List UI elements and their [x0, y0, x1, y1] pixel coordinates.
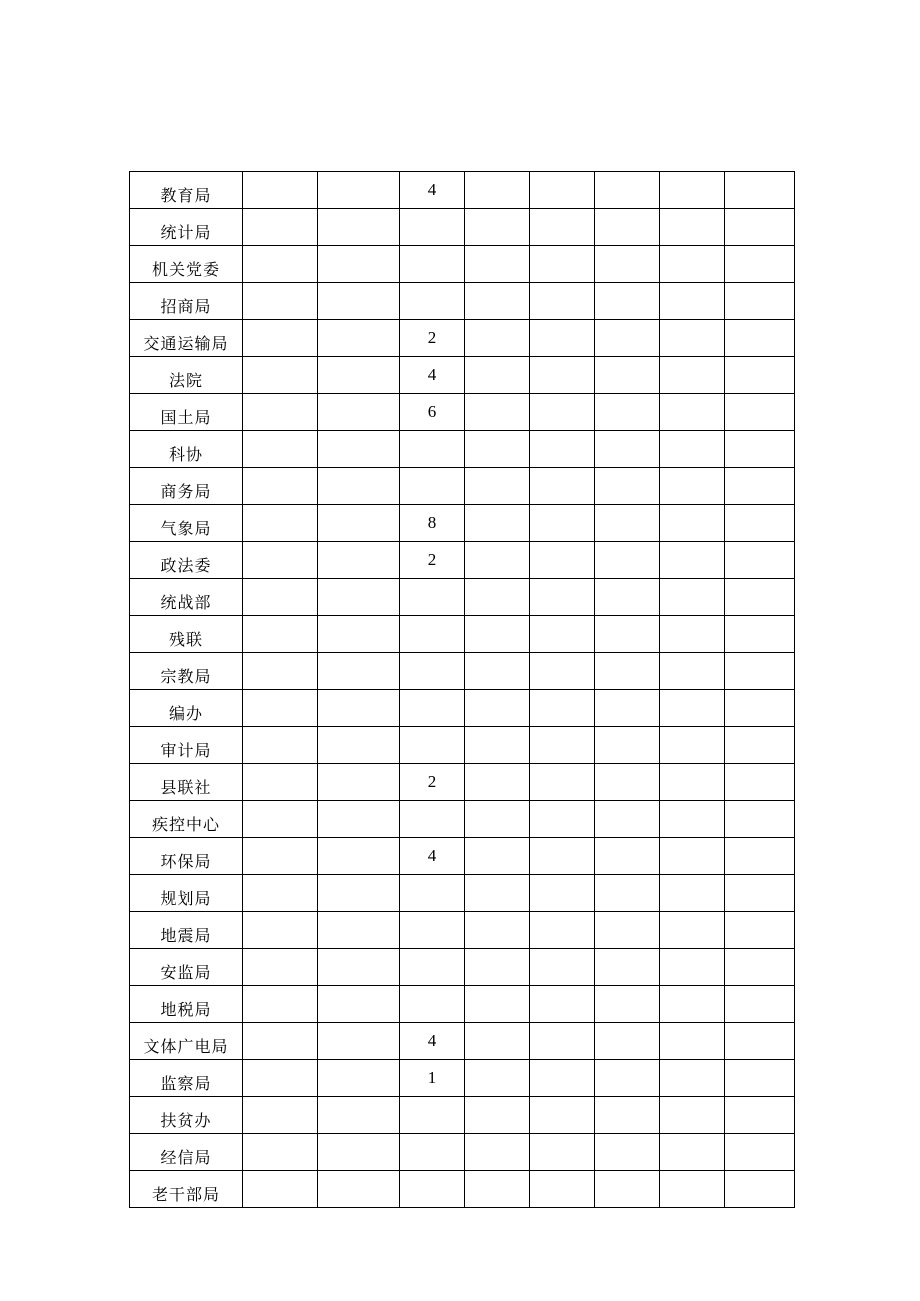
table-row: [130, 357, 795, 394]
empty-cell: [243, 838, 318, 875]
table-row: [130, 283, 795, 320]
empty-cell: [595, 394, 660, 431]
table-row: [130, 875, 795, 912]
empty-cell: [725, 320, 795, 357]
department-table: [129, 171, 795, 1208]
table-row: [130, 209, 795, 246]
empty-cell: [595, 1097, 660, 1134]
department-name-cell: 县联社: [130, 764, 243, 801]
empty-cell: [660, 283, 725, 320]
count-cell: [400, 283, 465, 320]
empty-cell: [243, 653, 318, 690]
empty-cell: [318, 431, 400, 468]
empty-cell: [660, 801, 725, 838]
empty-cell: [465, 468, 530, 505]
empty-cell: [318, 357, 400, 394]
table-row: [130, 1023, 795, 1060]
empty-cell: [725, 986, 795, 1023]
department-name-cell: 监察局: [130, 1060, 243, 1097]
empty-cell: [318, 764, 400, 801]
empty-cell: [725, 246, 795, 283]
empty-cell: [465, 320, 530, 357]
empty-cell: [660, 764, 725, 801]
count-cell: [400, 875, 465, 912]
department-name-cell: 编办: [130, 690, 243, 727]
empty-cell: [318, 912, 400, 949]
empty-cell: [465, 1060, 530, 1097]
empty-cell: [465, 764, 530, 801]
empty-cell: [318, 949, 400, 986]
empty-cell: [243, 394, 318, 431]
table-row: [130, 505, 795, 542]
empty-cell: [530, 1097, 595, 1134]
empty-cell: [595, 912, 660, 949]
empty-cell: [530, 505, 595, 542]
table-row: [130, 172, 795, 209]
empty-cell: [530, 431, 595, 468]
empty-cell: [465, 172, 530, 209]
empty-cell: [530, 579, 595, 616]
empty-cell: [660, 727, 725, 764]
empty-cell: [243, 468, 318, 505]
empty-cell: [725, 616, 795, 653]
empty-cell: [660, 912, 725, 949]
empty-cell: [530, 394, 595, 431]
empty-cell: [318, 394, 400, 431]
empty-cell: [725, 172, 795, 209]
empty-cell: [725, 653, 795, 690]
empty-cell: [530, 727, 595, 764]
empty-cell: [465, 1171, 530, 1208]
empty-cell: [595, 616, 660, 653]
count-cell: 2: [400, 320, 465, 357]
table-row: [130, 1171, 795, 1208]
empty-cell: [243, 912, 318, 949]
empty-cell: [243, 1134, 318, 1171]
empty-cell: [660, 875, 725, 912]
empty-cell: [243, 431, 318, 468]
empty-cell: [595, 1134, 660, 1171]
empty-cell: [595, 838, 660, 875]
department-name-cell: 扶贫办: [130, 1097, 243, 1134]
empty-cell: [465, 394, 530, 431]
department-name-cell: 残联: [130, 616, 243, 653]
empty-cell: [318, 1134, 400, 1171]
empty-cell: [725, 949, 795, 986]
department-name-cell: 教育局: [130, 172, 243, 209]
empty-cell: [530, 986, 595, 1023]
table-row: [130, 542, 795, 579]
empty-cell: [595, 653, 660, 690]
department-name-cell: 经信局: [130, 1134, 243, 1171]
empty-cell: [465, 357, 530, 394]
empty-cell: [243, 505, 318, 542]
department-name-cell: 交通运输局: [130, 320, 243, 357]
empty-cell: [318, 690, 400, 727]
empty-cell: [725, 727, 795, 764]
table-row: [130, 949, 795, 986]
table-row: [130, 838, 795, 875]
department-name-cell: 法院: [130, 357, 243, 394]
empty-cell: [318, 209, 400, 246]
department-name-cell: 地震局: [130, 912, 243, 949]
count-cell: [400, 1171, 465, 1208]
table-row: [130, 690, 795, 727]
count-cell: [400, 986, 465, 1023]
count-cell: 8: [400, 505, 465, 542]
empty-cell: [660, 949, 725, 986]
department-name-cell: 气象局: [130, 505, 243, 542]
empty-cell: [595, 209, 660, 246]
count-cell: [400, 1097, 465, 1134]
empty-cell: [660, 690, 725, 727]
empty-cell: [660, 246, 725, 283]
empty-cell: [595, 727, 660, 764]
table-row: [130, 1060, 795, 1097]
empty-cell: [725, 505, 795, 542]
department-name-cell: 国土局: [130, 394, 243, 431]
department-name-cell: 政法委: [130, 542, 243, 579]
empty-cell: [530, 653, 595, 690]
empty-cell: [243, 986, 318, 1023]
empty-cell: [318, 616, 400, 653]
empty-cell: [660, 1023, 725, 1060]
empty-cell: [243, 690, 318, 727]
empty-cell: [725, 579, 795, 616]
empty-cell: [595, 246, 660, 283]
empty-cell: [530, 616, 595, 653]
table-row: [130, 320, 795, 357]
empty-cell: [243, 1023, 318, 1060]
empty-cell: [660, 838, 725, 875]
empty-cell: [243, 616, 318, 653]
empty-cell: [725, 1134, 795, 1171]
count-cell: 1: [400, 1060, 465, 1097]
empty-cell: [660, 172, 725, 209]
empty-cell: [725, 209, 795, 246]
empty-cell: [318, 986, 400, 1023]
empty-cell: [318, 801, 400, 838]
empty-cell: [243, 172, 318, 209]
count-cell: [400, 690, 465, 727]
table-row: [130, 579, 795, 616]
empty-cell: [725, 1023, 795, 1060]
empty-cell: [243, 579, 318, 616]
empty-cell: [530, 1134, 595, 1171]
empty-cell: [725, 394, 795, 431]
empty-cell: [530, 949, 595, 986]
empty-cell: [725, 690, 795, 727]
empty-cell: [595, 431, 660, 468]
empty-cell: [465, 912, 530, 949]
empty-cell: [465, 209, 530, 246]
empty-cell: [243, 246, 318, 283]
empty-cell: [725, 764, 795, 801]
empty-cell: [595, 764, 660, 801]
table-row: [130, 616, 795, 653]
empty-cell: [465, 542, 530, 579]
count-cell: 4: [400, 357, 465, 394]
empty-cell: [660, 431, 725, 468]
empty-cell: [243, 357, 318, 394]
department-name-cell: 老干部局: [130, 1171, 243, 1208]
department-name-cell: 宗教局: [130, 653, 243, 690]
empty-cell: [243, 875, 318, 912]
table-row: [130, 727, 795, 764]
table-row: [130, 468, 795, 505]
empty-cell: [243, 1060, 318, 1097]
empty-cell: [595, 1023, 660, 1060]
count-cell: [400, 246, 465, 283]
empty-cell: [318, 542, 400, 579]
empty-cell: [660, 1134, 725, 1171]
empty-cell: [595, 1060, 660, 1097]
count-cell: 4: [400, 1023, 465, 1060]
count-cell: 4: [400, 838, 465, 875]
empty-cell: [465, 283, 530, 320]
empty-cell: [530, 764, 595, 801]
table-row: [130, 246, 795, 283]
empty-cell: [725, 468, 795, 505]
empty-cell: [725, 357, 795, 394]
empty-cell: [465, 690, 530, 727]
empty-cell: [465, 838, 530, 875]
empty-cell: [318, 283, 400, 320]
department-name-cell: 疾控中心: [130, 801, 243, 838]
empty-cell: [530, 320, 595, 357]
table-row: [130, 653, 795, 690]
empty-cell: [660, 468, 725, 505]
empty-cell: [725, 1171, 795, 1208]
empty-cell: [530, 542, 595, 579]
empty-cell: [660, 357, 725, 394]
count-cell: [400, 727, 465, 764]
empty-cell: [660, 616, 725, 653]
empty-cell: [725, 801, 795, 838]
empty-cell: [725, 431, 795, 468]
empty-cell: [530, 912, 595, 949]
empty-cell: [318, 468, 400, 505]
empty-cell: [530, 875, 595, 912]
empty-cell: [465, 1023, 530, 1060]
empty-cell: [595, 801, 660, 838]
department-name-cell: 文体广电局: [130, 1023, 243, 1060]
empty-cell: [465, 431, 530, 468]
count-cell: [400, 209, 465, 246]
table-row: [130, 986, 795, 1023]
count-cell: [400, 949, 465, 986]
empty-cell: [465, 1097, 530, 1134]
count-cell: [400, 431, 465, 468]
empty-cell: [243, 764, 318, 801]
empty-cell: [725, 912, 795, 949]
count-cell: [400, 579, 465, 616]
empty-cell: [660, 394, 725, 431]
empty-cell: [530, 357, 595, 394]
empty-cell: [465, 579, 530, 616]
department-name-cell: 招商局: [130, 283, 243, 320]
department-name-cell: 科协: [130, 431, 243, 468]
empty-cell: [595, 875, 660, 912]
department-name-cell: 地税局: [130, 986, 243, 1023]
empty-cell: [595, 283, 660, 320]
empty-cell: [530, 1023, 595, 1060]
empty-cell: [318, 727, 400, 764]
empty-cell: [243, 1097, 318, 1134]
empty-cell: [318, 1171, 400, 1208]
empty-cell: [660, 505, 725, 542]
empty-cell: [465, 653, 530, 690]
empty-cell: [530, 838, 595, 875]
count-cell: [400, 1134, 465, 1171]
empty-cell: [318, 172, 400, 209]
table-row: [130, 431, 795, 468]
empty-cell: [595, 949, 660, 986]
empty-cell: [243, 1171, 318, 1208]
empty-cell: [530, 209, 595, 246]
empty-cell: [243, 542, 318, 579]
empty-cell: [725, 542, 795, 579]
count-cell: 6: [400, 394, 465, 431]
empty-cell: [660, 579, 725, 616]
empty-cell: [243, 209, 318, 246]
empty-cell: [595, 468, 660, 505]
empty-cell: [530, 283, 595, 320]
table-row: [130, 764, 795, 801]
empty-cell: [595, 172, 660, 209]
empty-cell: [243, 801, 318, 838]
empty-cell: [595, 579, 660, 616]
empty-cell: [530, 1171, 595, 1208]
empty-cell: [595, 320, 660, 357]
department-name-cell: 安监局: [130, 949, 243, 986]
count-cell: 2: [400, 542, 465, 579]
empty-cell: [318, 875, 400, 912]
empty-cell: [465, 949, 530, 986]
empty-cell: [725, 1060, 795, 1097]
empty-cell: [595, 542, 660, 579]
department-name-cell: 统计局: [130, 209, 243, 246]
department-name-cell: 统战部: [130, 579, 243, 616]
empty-cell: [725, 838, 795, 875]
empty-cell: [660, 986, 725, 1023]
empty-cell: [465, 727, 530, 764]
empty-cell: [243, 727, 318, 764]
empty-cell: [530, 1060, 595, 1097]
empty-cell: [530, 172, 595, 209]
empty-cell: [243, 283, 318, 320]
department-name-cell: 商务局: [130, 468, 243, 505]
empty-cell: [530, 468, 595, 505]
empty-cell: [465, 505, 530, 542]
empty-cell: [530, 690, 595, 727]
empty-cell: [318, 320, 400, 357]
empty-cell: [243, 320, 318, 357]
empty-cell: [595, 357, 660, 394]
empty-cell: [318, 653, 400, 690]
empty-cell: [660, 320, 725, 357]
empty-cell: [465, 246, 530, 283]
table-row: [130, 912, 795, 949]
table-row: [130, 394, 795, 431]
empty-cell: [318, 1023, 400, 1060]
empty-cell: [660, 653, 725, 690]
empty-cell: [595, 986, 660, 1023]
count-cell: [400, 801, 465, 838]
empty-cell: [725, 283, 795, 320]
empty-cell: [725, 1097, 795, 1134]
count-cell: [400, 616, 465, 653]
empty-cell: [243, 949, 318, 986]
empty-cell: [725, 875, 795, 912]
empty-cell: [465, 875, 530, 912]
empty-cell: [465, 1134, 530, 1171]
empty-cell: [595, 505, 660, 542]
count-cell: [400, 468, 465, 505]
empty-cell: [318, 1060, 400, 1097]
table-row: [130, 1134, 795, 1171]
empty-cell: [318, 505, 400, 542]
empty-cell: [660, 1097, 725, 1134]
count-cell: 4: [400, 172, 465, 209]
department-name-cell: 审计局: [130, 727, 243, 764]
empty-cell: [318, 246, 400, 283]
count-cell: [400, 912, 465, 949]
table-body: [130, 172, 795, 1208]
table-row: [130, 801, 795, 838]
empty-cell: [465, 986, 530, 1023]
empty-cell: [318, 579, 400, 616]
empty-cell: [660, 209, 725, 246]
count-cell: [400, 653, 465, 690]
empty-cell: [595, 690, 660, 727]
empty-cell: [318, 838, 400, 875]
department-name-cell: 环保局: [130, 838, 243, 875]
empty-cell: [595, 1171, 660, 1208]
department-name-cell: 规划局: [130, 875, 243, 912]
empty-cell: [465, 801, 530, 838]
department-name-cell: 机关党委: [130, 246, 243, 283]
empty-cell: [530, 246, 595, 283]
empty-cell: [318, 1097, 400, 1134]
empty-cell: [465, 616, 530, 653]
count-cell: 2: [400, 764, 465, 801]
empty-cell: [660, 1171, 725, 1208]
table-row: [130, 1097, 795, 1134]
empty-cell: [530, 801, 595, 838]
empty-cell: [660, 542, 725, 579]
empty-cell: [660, 1060, 725, 1097]
